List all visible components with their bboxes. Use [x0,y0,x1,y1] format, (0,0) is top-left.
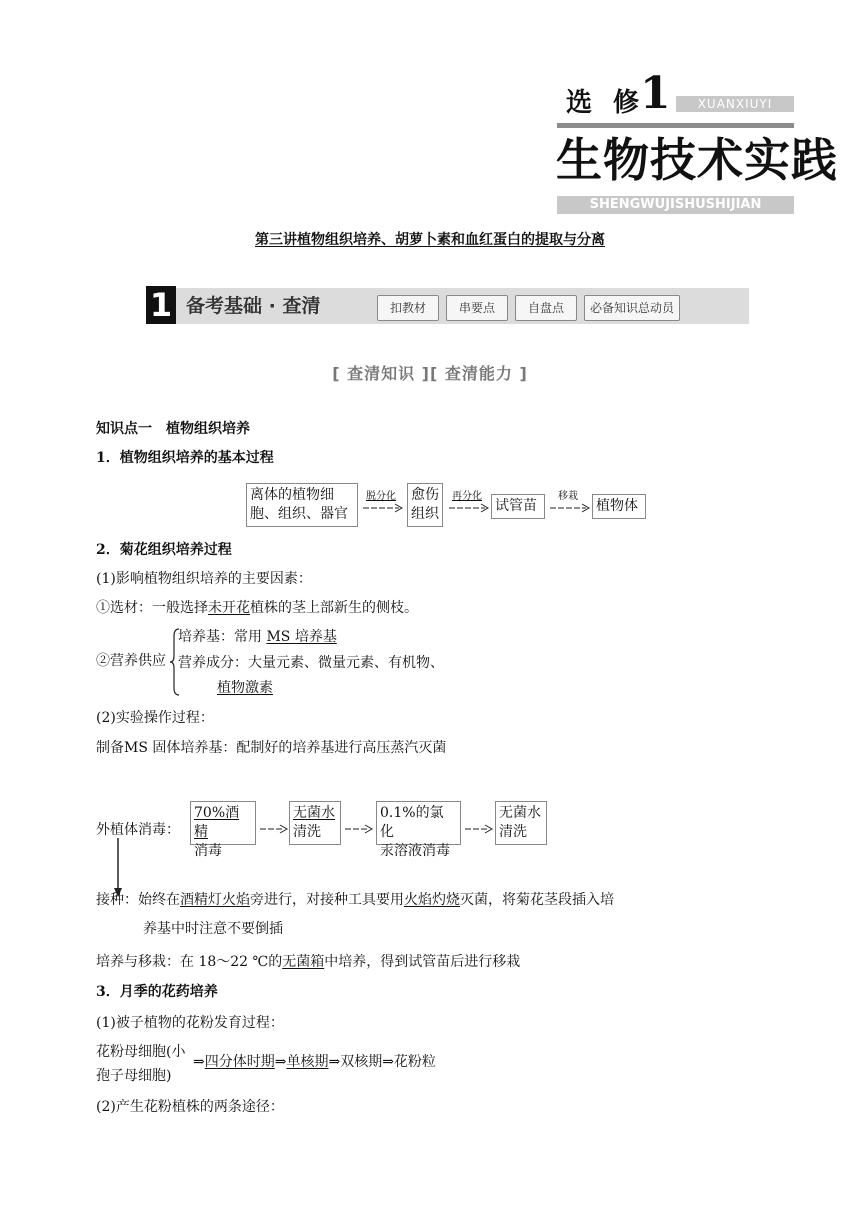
para-factors: (1)影响植物组织培养的主要因素： [96,571,312,587]
xuanxiu-label: 选 修 [566,88,646,118]
flow-box-plant: 植物体 [592,494,646,519]
disinfect-arrow-3 [465,824,495,834]
flow-arrow-2 [449,503,491,513]
lesson-title: 第三讲植物组织培养、胡萝卜素和血红蛋白的提取与分离 [255,232,605,248]
para-pollen-pathways: (2)产生花粉植株的两条途径： [96,1099,284,1115]
tab-essential-knowledge[interactable]: 必备知识总动员 [584,295,680,321]
pollen-mother-cell-2: 孢子母细胞) [96,1068,172,1084]
para-pollen-development: (1)被子植物的花粉发育过程： [96,1015,284,1031]
para-culture: 培养与移栽：在 18～22 ℃的无菌箱中培养，得到试管苗后进行移栽 [96,954,521,970]
supply-hormones: 植物激素 [217,680,273,696]
flow-label-dedifferentiation: 脱分化 [366,491,396,502]
flow-arrow-1 [363,503,405,513]
disinfect-box-sterile-water-2: 无菌水 清洗 [495,801,547,845]
supply-medium: 培养基：常用 MS 培养基 [178,629,337,645]
flow-box-callus: 愈伤组织 [407,483,443,527]
flow-label-transplant: 移栽 [558,491,578,502]
flow-arrow-3 [550,503,592,513]
header-rule [557,123,794,128]
supply-label: ②营养供应 [96,653,166,669]
supply-nutrients: 营养成分：大量元素、微量元素、有机物、 [178,655,444,671]
item-1-heading: 1．植物组织培养的基本过程 [96,450,274,466]
tab-textbook[interactable]: 扣教材 [377,295,439,321]
knowledge-point-heading: 知识点一 植物组织培养 [96,421,250,437]
pinyin-top: XUANXIUYI [676,96,794,112]
subheading: [ 查清知识 ][ 查清能力 ] [332,364,528,383]
tab-self-check[interactable]: 自盘点 [515,295,577,321]
disinfect-arrow-1 [260,824,290,834]
book-title: 生物技术实践 [556,133,838,187]
item-2-heading: 2．菊花组织培养过程 [96,542,232,558]
item-3-heading: 3．月季的花药培养 [96,984,218,1000]
para-inoculation-cont: 养基中时注意不要倒插 [143,921,283,937]
disinfect-box-alcohol: 70%酒精 消毒 [190,801,256,845]
para-ms-medium: 制备MS 固体培养基：配制好的培养基进行高压蒸汽灭菌 [96,740,447,756]
disinfect-arrow-2 [345,824,375,834]
tab-key-points[interactable]: 串要点 [446,295,508,321]
pollen-mother-cell-1: 花粉母细胞(小 [96,1044,186,1060]
banner-title: 备考基础 · 查清 [186,295,321,317]
disinfect-box-sterile-water-1: 无菌水 清洗 [289,801,341,845]
flow-box-plantlet: 试管苗 [491,494,545,519]
para-procedure: (2)实验操作过程： [96,710,214,726]
disinfect-box-mercury: 0.1%的氯化 汞溶液消毒 [376,801,461,845]
disinfect-label: 外植体消毒： [96,822,180,838]
volume-number: 1 [640,68,671,119]
pinyin-bottom: SHENGWUJISHUSHIJIAN [557,196,794,214]
pollen-stages: ⇒四分体时期⇒单核期⇒双核期⇒花粉粒 [193,1054,436,1070]
para-inoculation: 接种：始终在酒精灯火焰旁进行，对接种工具要用火焰灼烧灭菌，将菊花茎段插入培 [96,892,614,908]
flow-box-explant: 离体的植物细胞、组织、器官 [246,483,358,527]
para-material: ①选材：一般选择未开花植株的茎上部新生的侧枝。 [96,600,418,616]
banner-number: 1 [146,286,176,324]
flow-label-redifferentiation: 再分化 [452,491,482,502]
